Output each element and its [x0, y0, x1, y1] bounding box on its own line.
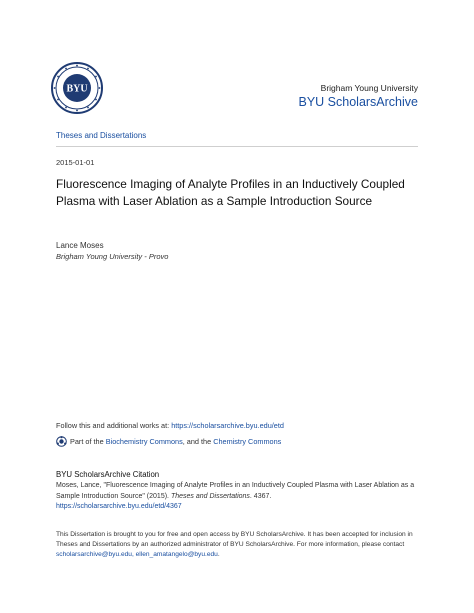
citation-series: Theses and Dissertations — [170, 492, 250, 500]
biochemistry-commons-link[interactable]: Biochemistry Commons — [105, 437, 183, 446]
divider — [56, 146, 418, 147]
seal-text: BYU — [66, 83, 88, 95]
citation-number: . 4367. — [249, 492, 272, 500]
citation-body — [56, 481, 426, 513]
byu-seal-logo — [51, 62, 103, 114]
notice-end: . — [217, 551, 220, 558]
document-title: Fluorescence Imaging of Analyte Profiles in an Inductively Coupled Plasma with Laser Ablation as a Sample Introduction Source — [56, 177, 405, 208]
citation-heading: BYU ScholarsArchive Citation — [56, 470, 160, 479]
etd-collection-link[interactable]: https://scholarsarchive.byu.edu/etd — [171, 421, 284, 430]
part-of-prefix: Part of the — [70, 437, 106, 446]
network-commons-icon — [56, 436, 67, 447]
institution-name: Brigham Young University — [320, 83, 418, 93]
part-of-line — [56, 436, 281, 447]
citation-url-link[interactable]: https://scholarsarchive.byu.edu/etd/4367 — [56, 503, 182, 510]
author-name: Lance Moses — [56, 241, 104, 250]
publication-date: 2015-01-01 — [56, 158, 95, 167]
author-affiliation: Brigham Young University - Provo — [56, 252, 169, 261]
notice-text: This Dissertation is brought to you for free and open access by BYU ScholarsArchive. It has been accepted for inclusion in Theses and Dissertations by an authorized administrator of BYU ScholarsArchive. For more information, please contact — [56, 531, 413, 548]
follow-line — [56, 421, 284, 430]
citation-text: Moses, Lance, "Fluorescence Imaging of Analyte Profiles in an Inductively Coupled Plasma with Laser Ablation as a Sample Introduction Source" (2015). — [56, 482, 415, 500]
access-notice — [56, 530, 426, 560]
follow-prefix: Follow this and additional works at: — [56, 421, 172, 430]
chemistry-commons-link[interactable]: Chemistry Commons — [213, 437, 282, 446]
archive-name-link[interactable]: BYU ScholarsArchive — [298, 95, 418, 109]
series-link[interactable]: Theses and Dissertations — [56, 131, 147, 140]
part-of-middle: , and the — [182, 437, 214, 446]
contact-email-link[interactable]: scholarsarchive@byu.edu, ellen_amatangelo@byu.edu — [56, 551, 218, 558]
